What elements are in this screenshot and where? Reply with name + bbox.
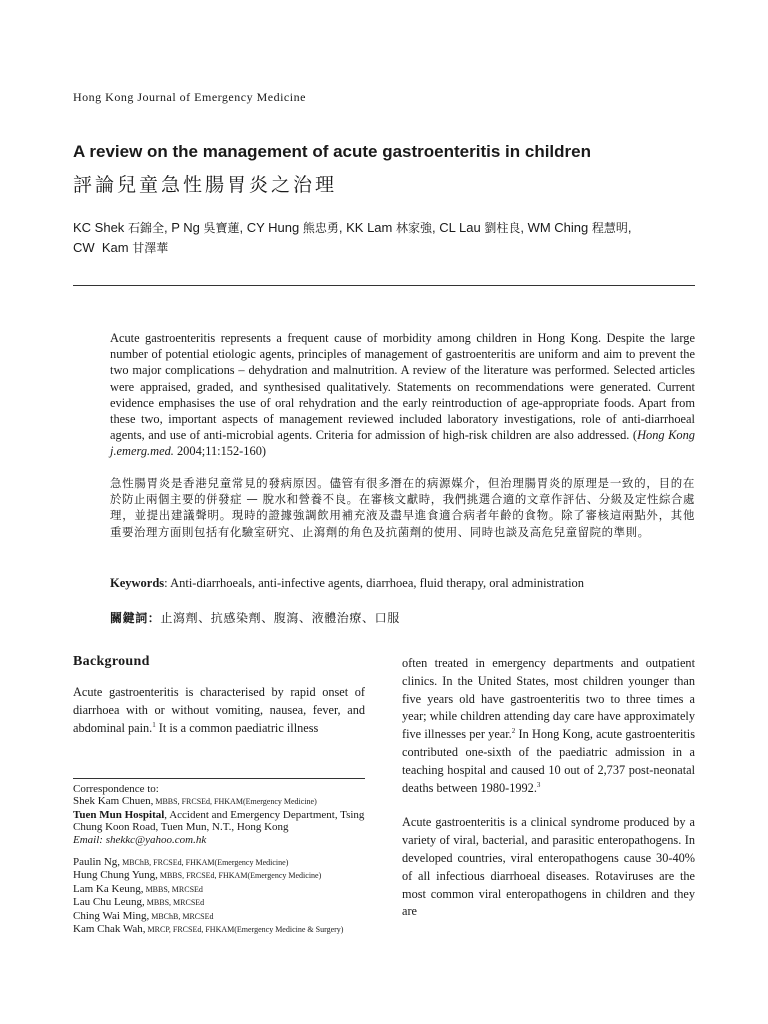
coauthor-entry: Kam Chak Wah, MRCP, FRCSEd, FHKAM(Emergency Medicine & Surgery) — [73, 923, 344, 936]
keywords-english — [110, 576, 695, 591]
abstract-citation: (Hong Kong j.emerg.med. 2004;11:152-160) — [110, 428, 695, 459]
correspondence-label: Correspondence to: — [73, 783, 159, 795]
author-name-chinese: 甘澤華 — [132, 241, 169, 255]
keywords-label-chinese: 關鍵詞： — [110, 611, 161, 625]
author-name-chinese: 吳寶蓮 — [203, 221, 240, 235]
coauthor-entry: Lam Ka Keung, MBBS, MRCSEd — [73, 882, 203, 895]
reference-superscript: 1 — [152, 720, 156, 729]
author-name-chinese: 林家強 — [396, 221, 433, 235]
author-name-chinese: 熊忠勇 — [302, 221, 339, 235]
citation-journal: Hong Kong j.emerg.med. — [110, 428, 695, 459]
author-name: WM Ching — [527, 220, 589, 235]
keywords-label: Keywords — [110, 576, 165, 590]
coauthor-entry: Hung Chung Yung, MBBS, FRCSEd, FHKAM(Emergency Medicine) — [73, 869, 322, 882]
coauthor-entry: Paulin Ng, MBChB, FRCSEd, FHKAM(Emergency Medicine) — [73, 856, 289, 869]
correspondence-address: Tuen Mun Hospital, Accident and Emergency Department, Tsing Chung Koon Road, Tuen Mun, N.T., Hong Kong — [73, 808, 365, 834]
author-name: CL Lau — [439, 220, 481, 235]
author-name: CW Kam — [73, 240, 129, 255]
section-heading-background: Background — [73, 654, 150, 669]
reference-superscript: 3 — [536, 780, 541, 789]
left-column — [73, 654, 365, 737]
right-column — [402, 655, 695, 921]
author-name-chinese: 石錦全 — [127, 221, 164, 235]
article-title-chinese: 評論兒童急性腸胃炎之治理 — [73, 174, 338, 196]
keywords-text: : Anti-diarrhoeals, anti-infective agents, diarrhoea, fluid therapy, oral administration — [164, 576, 585, 590]
body-paragraph: Acute gastroenteritis is a clinical syndrome produced by a variety of viral, bacterial, and parasitic enteropathogens. In developed countries, viral enteropathogens cause 30-40% of all infectious diarrhoeal diseases. Rotaviruses are the most common viral enteropathogens in children and they are — [402, 815, 695, 919]
keywords-chinese — [110, 609, 695, 626]
coauthor-entry: Ching Wai Ming, MBChB, MRCSEd — [73, 909, 214, 922]
journal-name: Hong Kong Journal of Emergency Medicine — [73, 90, 306, 104]
correspondence-block — [73, 783, 373, 936]
keywords-text-chinese: 止瀉劑、抗感染劑、腹瀉、液體治療、口服 — [160, 611, 400, 625]
author-name: KC Shek — [73, 220, 125, 235]
body-paragraph: often treated in emergency departments and outpatient clinics. In the United States, most children younger than five years old have gastroenteritis two to three times a year; while children attending day care have approximately five illnesses per year.$^2$ In Hong Kong, acute gastroenteritis contributed one-sixth of the paediatric admission in a teaching hospital and caused 10 out of 2,737 post-neonatal deaths between 1980-1992.$^3$ — [402, 656, 695, 795]
body-paragraph: Acute gastroenteritis is characterised by rapid onset of diarrhoea with or without vomiting, nausea, fever, and abdominal pain.$^1$ It is a common paediatric illness — [73, 685, 365, 735]
author-name: CY Hung — [246, 220, 300, 235]
reference-superscript: 2 — [511, 727, 516, 736]
abstract-english — [110, 330, 695, 460]
article-title: A review on the management of acute gastroenteritis in children — [73, 142, 591, 161]
author-name-chinese: 劉柱良 — [484, 221, 521, 235]
header-divider — [73, 285, 695, 286]
abstract-text: Acute gastroenteritis represents a frequent cause of morbidity among children in Hong Kong. Despite the large number of potential etiologic agents, principles of management of gastroenteritis are uniform and aim to prevent the two major complications – dehydration and malnutrition. A review of the literature was performed. Selected articles were appraised, graded, and synthesised qualitatively. Statements on recommendations were generated. Current evidence emphasises the use of oral rehydration and the early reintroduction of age-appropriate foods. Apart from these two, important aspects of management reviewed included laboratory investigations, role of anti-diarrhoeal agents, and use of anti-microbial agents. Criteria for admission of high-risk children are also addressed. — [110, 331, 695, 443]
coauthor-entry: Lau Chu Leung, MBBS, MRCSEd — [73, 896, 205, 909]
abstract-chinese: 急性腸胃炎是香港兒童常見的發病原因。儘管有很多潛在的病源媒介，但治理腸胃炎的原理是一致的，目的在於防止兩個主要的併發症 — 脫水和營養不良。在審核文獻時，我們挑選合適的文章作評估、分級及定性綜合處理，並提出建議聲明。現時的證據強調飲用補充液及盡早進食適合病者年齡的食物。除了審核這兩點外，其他重要治理方面則包括有化驗室研究、止瀉劑的角色及抗菌劑的使用、同時也談及高危兒童留院的準則。 — [110, 476, 695, 539]
author-list: KC Shek 石錦全, P Ng 吳寶蓮, CY Hung 熊忠勇, KK Lam 林家強, CL Lau 劉柱良, WM Ching 程慧明, CW Kam 甘澤華 — [73, 220, 632, 255]
author-name-chinese: 程慧明 — [591, 221, 628, 235]
correspondence-main-author: Shek Kam Chuen, MBBS, FRCSEd, FHKAM(Emergency Medicine) — [73, 795, 317, 808]
footnote-divider — [73, 778, 365, 779]
author-name: KK Lam — [346, 220, 393, 235]
correspondence-email: Email: shekkc@yahoo.com.hk — [73, 833, 207, 846]
author-name: P Ng — [171, 220, 200, 235]
